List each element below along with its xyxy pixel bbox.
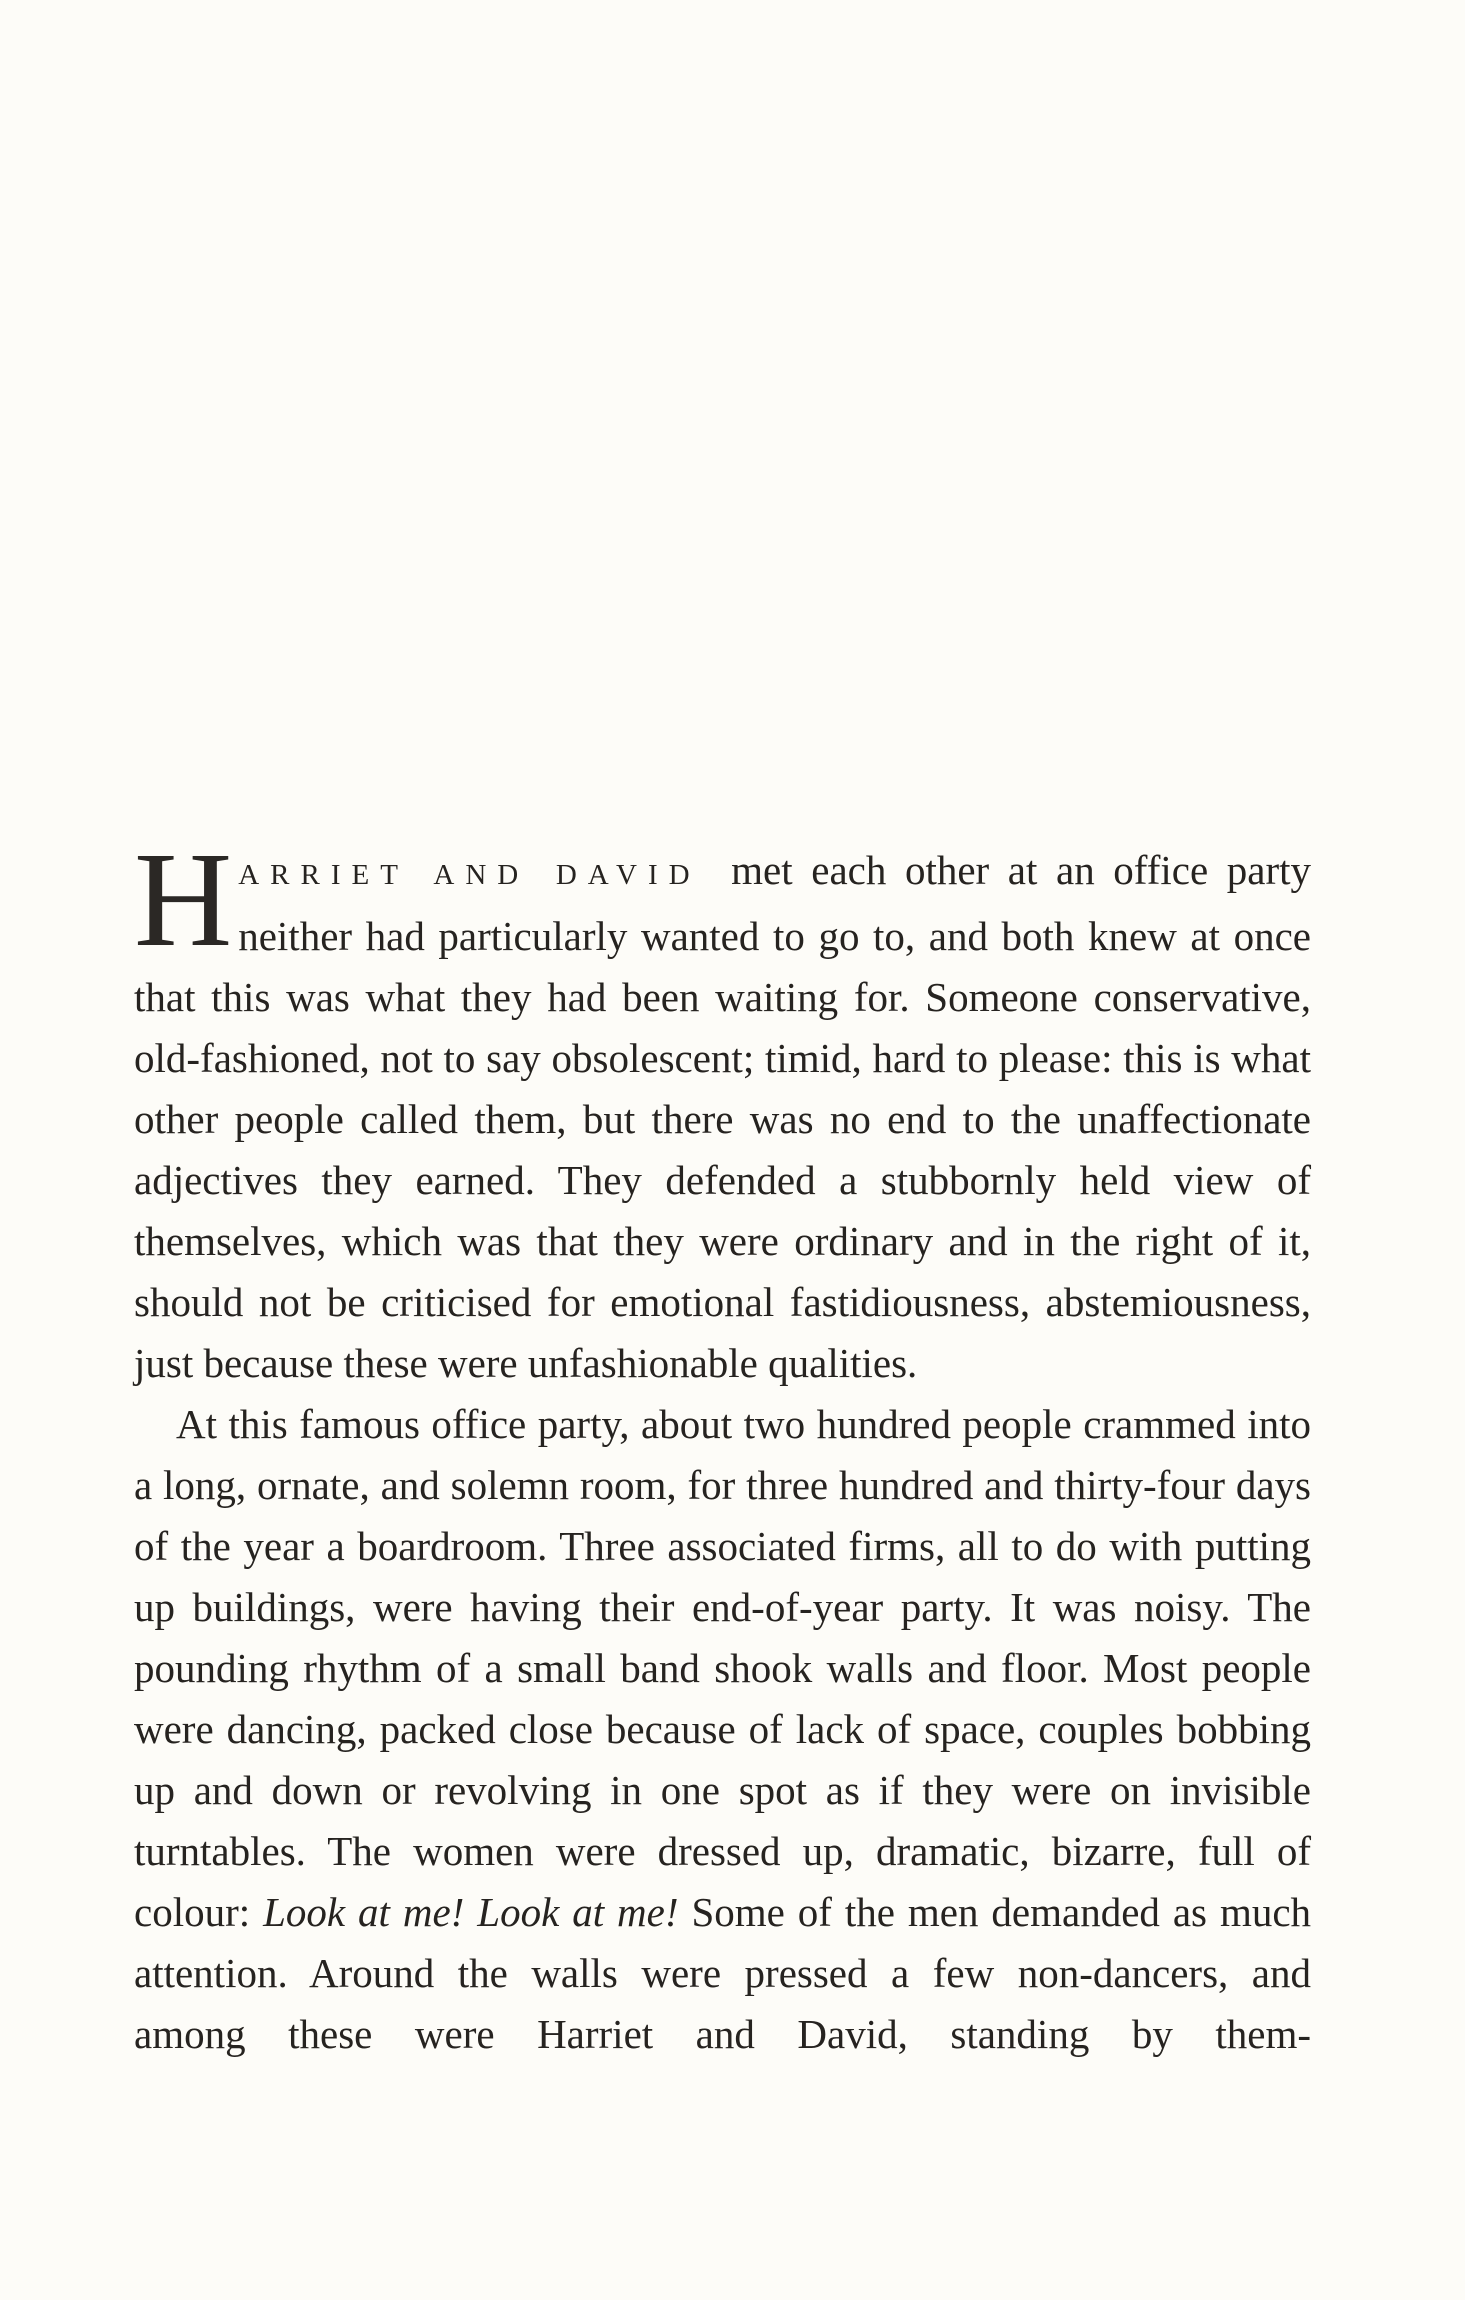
drop-cap: H [134, 825, 233, 975]
paragraph-2-text-start: At this famous office party, about two hundred people crammed into a long, ornate, and solemn room, for three hundred and thirty-four days of the year a boardroom. Three associated firms, all to do with putting up buildings, were having their end-of-year party. It was noisy. The pounding rhythm of a small band shook walls and floor. Most people were dancing, packed close because of lack of space, couples bobbing up and down or revolving in one spot as if they were on invisible turntables. The women were dressed up, dramatic, bizarre, full of colour: [134, 1401, 1311, 1935]
paragraph-2 [134, 1394, 1311, 2065]
body-text [134, 825, 1312, 2065]
paragraph-2-italic: Look at me! Look at me! [263, 1889, 679, 1935]
small-caps-lead-in: ARRIET AND DAVID [238, 859, 701, 891]
paragraph-1-text: met each other at an office party neither had particularly wanted to go to, and both knew at once that this was what they had been waiting for. Someone conservative, old-fashioned, not to say obsolescent; timid, hard to please: this is what other people called them, but there was no end to the unaffectionate adjectives they earned. They defended a stubbornly held view of themselves, which was that they were ordinary and in the right of it, should not be criticised for emotional fastidiousness, abstemiousness, just because these were unfashionable qualities. [134, 847, 1311, 1386]
paragraph-1 [134, 825, 1311, 1394]
paragraph-2-text-end: Some of the men demanded as much attention. Around the walls were pressed a few non-dancers, and among these were Harriet and David, standing by them- [134, 1889, 1312, 2057]
